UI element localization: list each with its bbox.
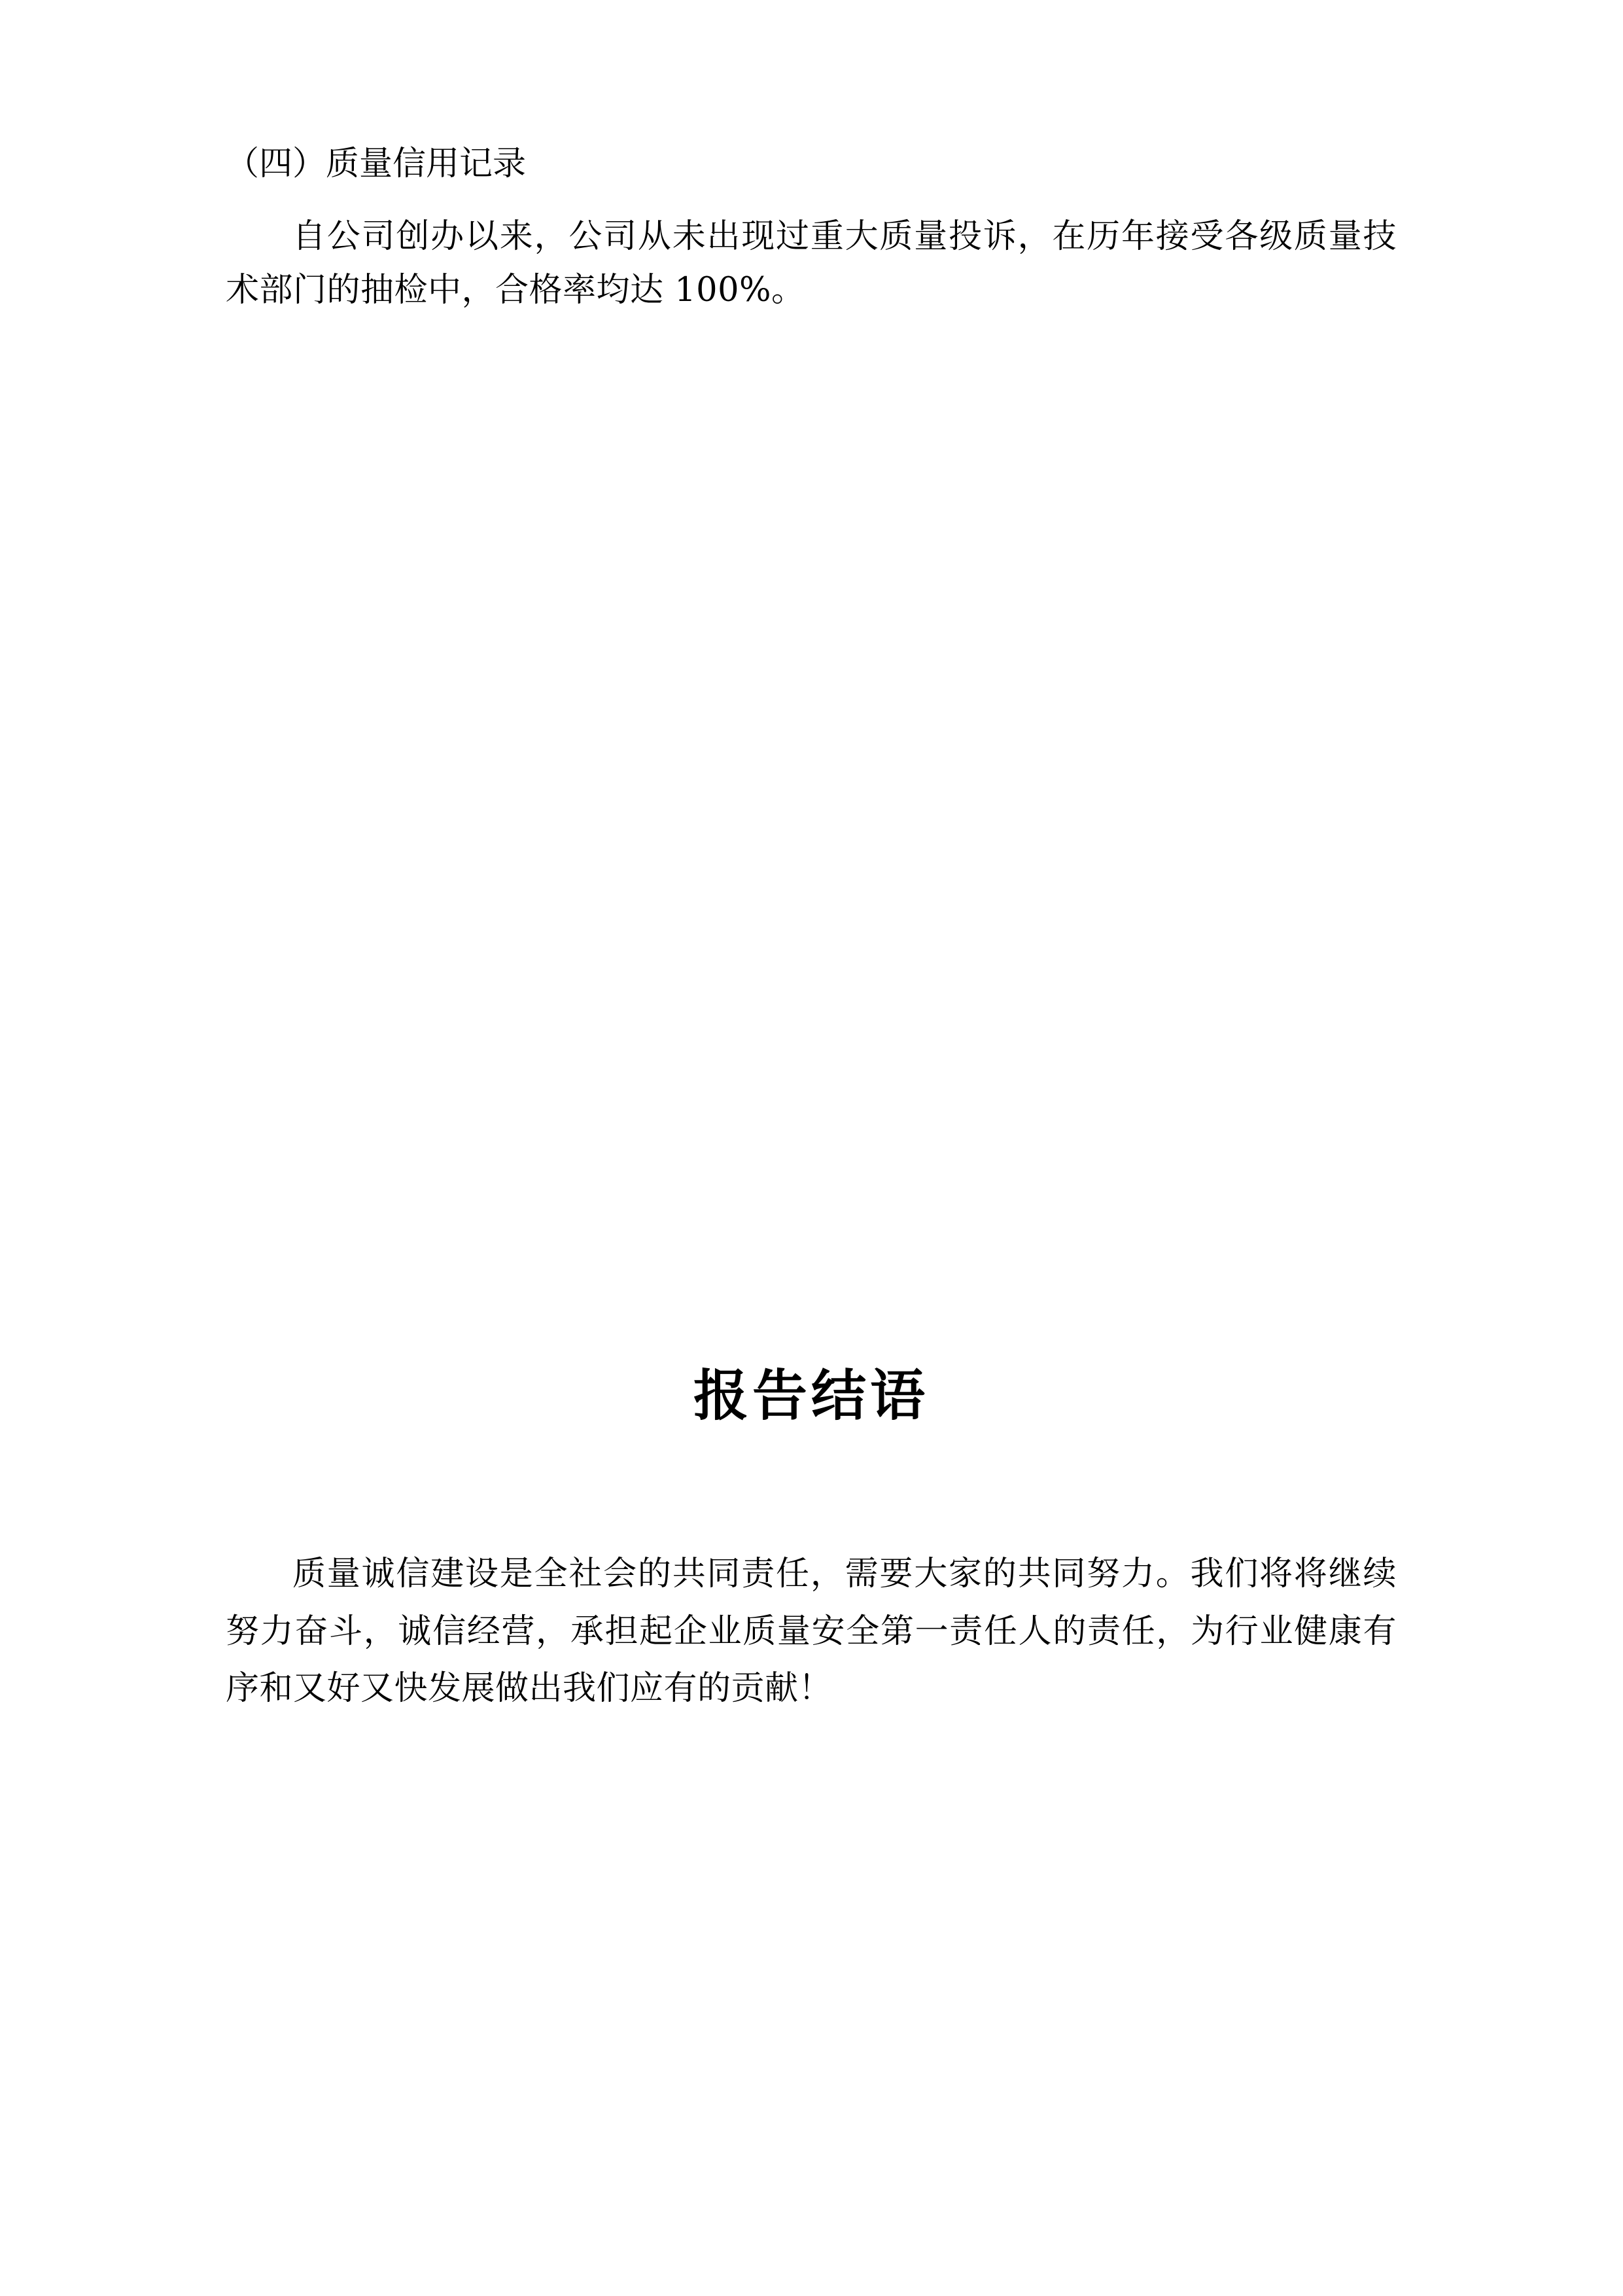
page-content bbox=[226, 137, 1397, 1724]
conclusion-paragraph: 质量诚信建设是全社会的共同责任，需要大家的共同努力。我们将将继续努力奋斗，诚信经营，承担起企业质量安全第一责任人的责任，为行业健康有序和又好又快发展做出我们应有的贡献！ bbox=[226, 1554, 1397, 1708]
section-paragraph: 自公司创办以来，公司从未出现过重大质量投诉，在历年接受各级质量技术部门的抽检中，合格率均达 100%。 bbox=[226, 217, 1397, 310]
conclusion-body bbox=[226, 1545, 1397, 1718]
title-gap bbox=[226, 1431, 1397, 1545]
vertical-spacer bbox=[226, 325, 1397, 1352]
conclusion-title: 报告结语 bbox=[693, 1362, 929, 1428]
section-heading: （四）质量信用记录 bbox=[226, 145, 527, 183]
